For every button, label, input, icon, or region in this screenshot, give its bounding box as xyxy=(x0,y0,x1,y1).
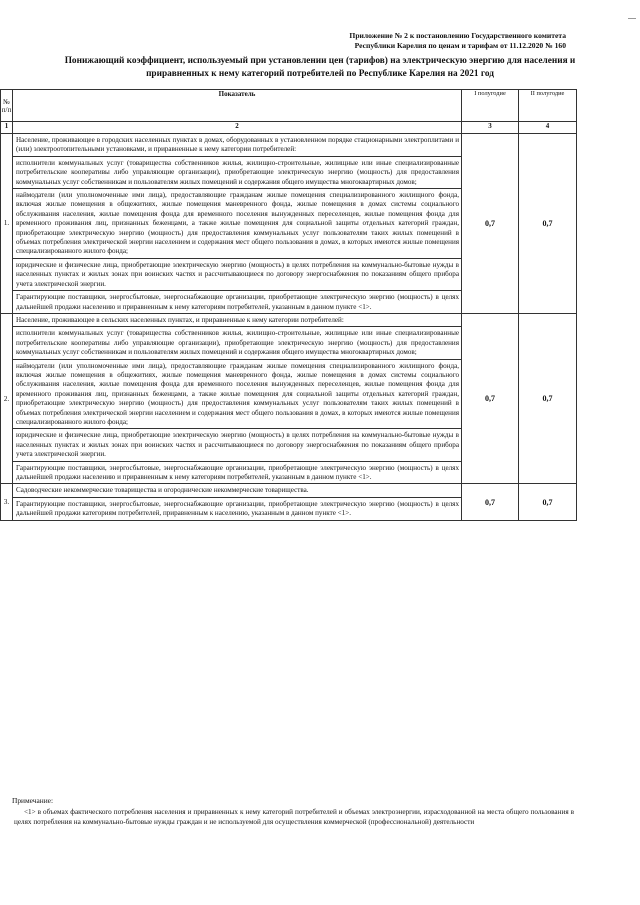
row2-first-half-value: 0,7 xyxy=(462,313,519,484)
table-row-2 xyxy=(1,313,577,484)
footnote-text: <1> в объемах фактического потребления населения и приравненных к нему категорий потребителей и объемах электроэнергии, израсходованной на места общего пользования в целях потребления на коммунально-бытовые нужды граждан и не используемой для осуществления коммерческой (профессиональной) деятельности xyxy=(14,808,574,826)
row2-item-utility-providers: исполнители коммунальных услуг (товарищества собственников жилья, жилищно-строительные, жилищные или иные специализированные потребительские кооперативы либо управляющие организации), приобретающие электрическую энергию (мощность) для предоставления коммунальных услуг собственникам и пользователям жилых помещений и содержания общего имущества многоквартирных домов; xyxy=(13,326,461,358)
row1-item-landlords: наймодатели (или уполномоченные ими лица), предоставляющие гражданам жилые помещения специализированного жилищного фонда, включая жилые помещения в общежитиях, жилые помещения маневренного фонда, жилые помещения в домах системы социального обслуживания населения, жилые помещения фонда для временного поселения вынужденных переселенцев, жилые помещения фонда для временного проживания лиц, признанных беженцами, а также жилые помещения для социальной защиты отдельных категорий граждан, приобретающие электрическую энергию (мощность) для предоставления коммунальных услуг пользователям таких жилых помещений в объемах потребления электрической энергии населением и содержания мест общего пользования в домах, в которых имеются жилые помещения специализированного жилого фонда; xyxy=(13,188,461,258)
row3-item-suppliers: Гарантирующие поставщики, энергосбытовые, энергоснабжающие организации, приобретающие электрическую энергию (мощность) в целях дальнейшей продажи категориям потребителей, приравненным к населению, указанным в данном пункте <1>. xyxy=(13,497,461,520)
appendix-reference xyxy=(306,31,566,51)
header-first-half: I полугодие xyxy=(462,90,519,122)
row3-first-half-value: 0,7 xyxy=(462,484,519,520)
row1-item-utility-providers: исполнители коммунальных услуг (товарищества собственников жилья, жилищно-строительные, жилищные или иные специализированные потребительские кооперативы либо управляющие организации), приобретающие электрическую энергию (мощность) для предоставления коммунальных услуг собственникам и пользователям жилых помещений и содержания общего имущества многоквартирных домов; xyxy=(13,156,461,188)
table-row-1 xyxy=(1,134,577,314)
title-line-1: Понижающий коэффициент, используемый при установлении цен (тарифов) на электрическую энергию для населения и xyxy=(64,56,576,66)
row3-second-half-value: 0,7 xyxy=(519,484,577,520)
column-numbers-row xyxy=(1,122,577,134)
column-number-4: 4 xyxy=(519,122,577,134)
row-indicator-cell xyxy=(13,484,462,520)
column-number-3: 3 xyxy=(462,122,519,134)
row2-item-landlords: наймодатели (или уполномоченные ими лица), предоставляющие гражданам жилые помещения специализированного жилищного фонда, включая жилые помещения в общежитиях, жилые помещения маневренного фонда, жилые помещения в домах системы социального обслуживания населения, жилые помещения фонда для временного поселения вынужденных переселенцев, жилые помещения фонда для временного проживания лиц, признанных беженцами, а также жилые помещения для социальной защиты отдельных категорий граждан, приобретающие электрическую энергию (мощность) для предоставления коммунальных услуг пользователям таких жилых помещений в объемах потребления электрической энергии населением и содержания мест общего пользования в домах, в которых имеются жилые помещения специализированного жилого фонда; xyxy=(13,359,461,429)
row2-second-half-value: 0,7 xyxy=(519,313,577,484)
row-indicator-cell xyxy=(13,313,462,484)
row2-item-legal-entities: юридические и физические лица, приобретающие электрическую энергию (мощность) в целях потребления на коммунально-бытовые нужды в населенных пунктах и жилых зонах при воинских частях и рассчитывающиеся по договору энергоснабжения по показаниям общего прибора учета электрической энергии. xyxy=(13,428,461,460)
row2-item-suppliers: Гарантирующие поставщики, энергосбытовые, энергоснабжающие организации, приобретающие электрическую энергию (мощность) в целях дальнейшей продажи населению и приравненным к нему категориям потребителей, указанным в данном пункте <1>. xyxy=(13,461,461,484)
table-row-3 xyxy=(1,484,577,520)
coefficient-table xyxy=(0,89,577,521)
row1-item-legal-entities: юридические и физические лица, приобретающие электрическую энергию (мощность) в целях потребления на коммунально-бытовые нужды в населенных пунктах и жилых зонах при воинских частях и рассчитывающиеся по договору энергоснабжения по показаниям общего прибора учета электрической энергии. xyxy=(13,258,461,290)
notes-heading: Примечание: xyxy=(12,796,54,805)
column-number-2: 2 xyxy=(13,122,462,134)
row-number: 2. xyxy=(1,313,13,484)
title-line-2: приравненных к нему категорий потребителей по Республике Карелия на 2021 год xyxy=(146,68,494,79)
row1-category-header: Население, проживающее в городских населенных пунктах в домах, оборудованных в установленном порядке стационарными электроплитами и (или) электроотопительными установками, и приравненные к нему категории потребителей: xyxy=(16,136,459,154)
row1-item-suppliers: Гарантирующие поставщики, энергосбытовые, энергоснабжающие организации, приобретающие электрическую энергию (мощность) в целях дальнейшей продажи населению и приравненным к нему категориям потребителей, указанным в данном пункте <1>. xyxy=(13,290,461,313)
column-number-1: 1 xyxy=(1,122,13,134)
row1-second-half-value: 0,7 xyxy=(519,134,577,314)
appendix-line-2: Республики Карелия по ценам и тарифам от 11.12.2020 № 160 xyxy=(354,41,566,50)
row-indicator-cell xyxy=(13,134,462,314)
table-header-row xyxy=(1,90,577,122)
scan-mark xyxy=(628,18,636,19)
document-title xyxy=(0,55,640,80)
header-indicator: Показатель xyxy=(13,90,462,122)
appendix-line-1: Приложение № 2 к постановлению Государственного комитета xyxy=(349,31,566,40)
header-num: № п/п xyxy=(1,90,13,122)
row3-category-header: Садоводческие некоммерческие товарищества и огороднические некоммерческие товарищества. xyxy=(16,486,309,495)
row-number: 3. xyxy=(1,484,13,520)
row2-category-header: Население, проживающее в сельских населенных пунктах, и приравненные к нему категории потребителей: xyxy=(16,315,344,324)
row-number: 1. xyxy=(1,134,13,314)
row1-first-half-value: 0,7 xyxy=(462,134,519,314)
header-second-half: II полугодие xyxy=(519,90,577,122)
